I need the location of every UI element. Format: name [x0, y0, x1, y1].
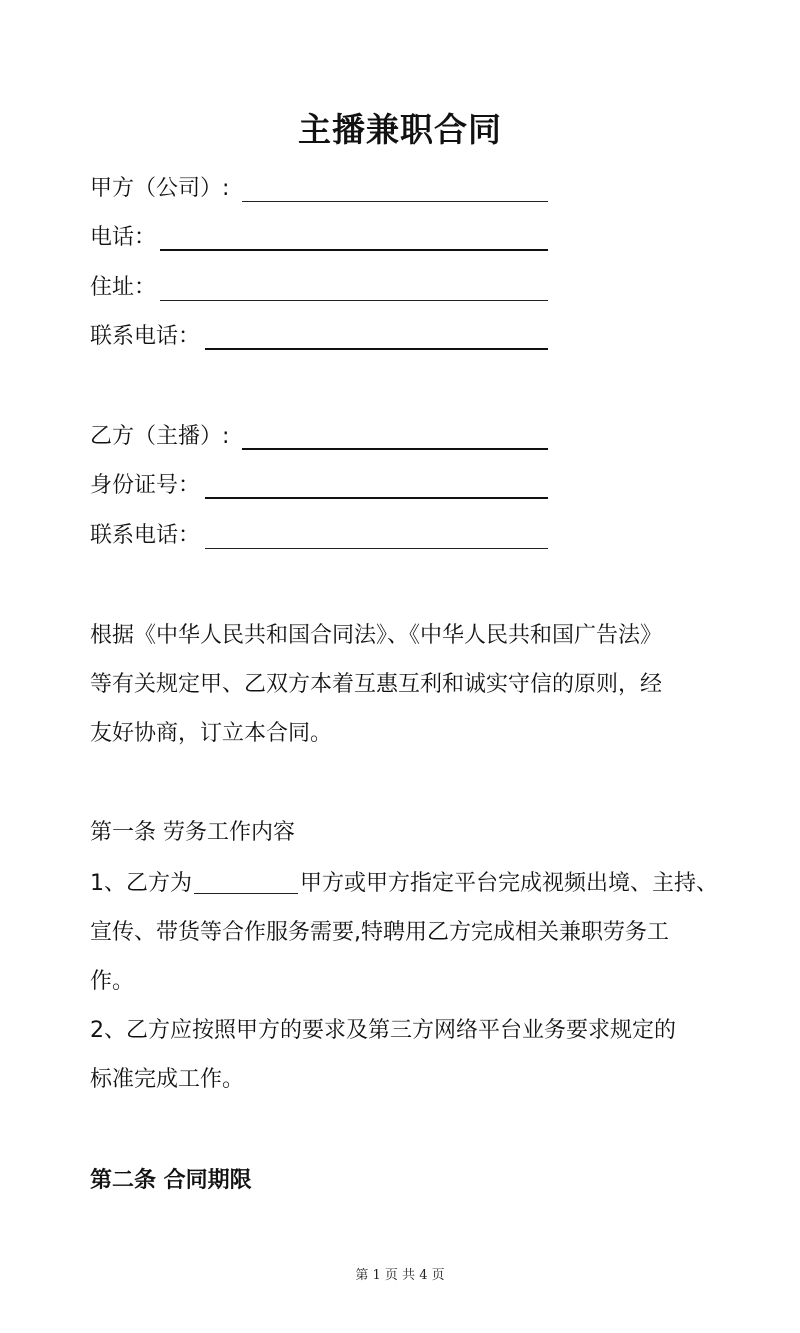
party-b-id-label: 身份证号：	[90, 473, 201, 498]
intro-paragraph	[90, 611, 730, 758]
party-a-address-blank	[160, 300, 548, 301]
party-b-contact-field	[90, 521, 550, 551]
intro-line-3: 友好协商，订立本合同。	[90, 721, 333, 746]
party-a-contact-blank	[205, 348, 548, 350]
party-b-id-field	[90, 471, 550, 501]
party-b-anchor-label: 乙方（主播）:	[90, 424, 230, 449]
document-title: 主播兼职合同	[298, 110, 502, 149]
intro-line-1: 根据《中华人民共和国合同法》、《中华人民共和国广告法》	[90, 623, 663, 648]
article-1-item-2-line-1: 2、乙方应按照甲方的要求及第三方网络平台业务要求规定的	[90, 1018, 676, 1043]
party-a-phone-blank	[160, 249, 548, 251]
party-a-company-label: 甲方（公司）:	[90, 176, 230, 201]
article-1-item-1-line-3: 作。	[90, 969, 135, 994]
article-1-item-2-line-2: 标准完成工作。	[90, 1067, 245, 1092]
article-1-item-1-line-1	[90, 859, 730, 908]
party-b-anchor-blank	[242, 448, 548, 450]
party-b-contact-label: 联系电话：	[90, 523, 201, 548]
party-b-anchor-field	[90, 422, 550, 452]
intro-line-2: 等有关规定甲、乙双方本着互惠互利和诚实守信的原则，经	[90, 672, 663, 697]
article-2-heading: 第二条 合同期限	[90, 1168, 252, 1193]
page-footer: 第 1 页 共 4 页	[355, 1268, 445, 1283]
article-1-item-1-line-2: 宣传、带货等合作服务需要,特聘用乙方完成相关兼职劳务工	[90, 920, 669, 945]
party-b-id-blank	[205, 497, 548, 499]
article-1-body	[90, 859, 730, 1104]
party-a-company-blank	[242, 201, 548, 202]
party-a-contact-label: 联系电话：	[90, 324, 201, 349]
article-1-item-1-suffix: 甲方或甲方指定平台完成视频出境、主持、	[300, 871, 719, 896]
article-1-heading: 第一条 劳务工作内容	[90, 820, 295, 845]
party-a-company-field	[90, 174, 550, 204]
party-a-phone-label: 电话：	[90, 225, 157, 250]
party-a-contact-field	[90, 322, 550, 352]
party-b-contact-blank	[205, 548, 548, 549]
article-1-item-1-blank	[194, 892, 298, 894]
party-a-address-field	[90, 273, 550, 303]
party-a-phone-field	[90, 223, 550, 253]
party-a-address-label: 住址：	[90, 275, 157, 300]
article-1-item-1-prefix: 1、乙方为	[90, 871, 192, 896]
